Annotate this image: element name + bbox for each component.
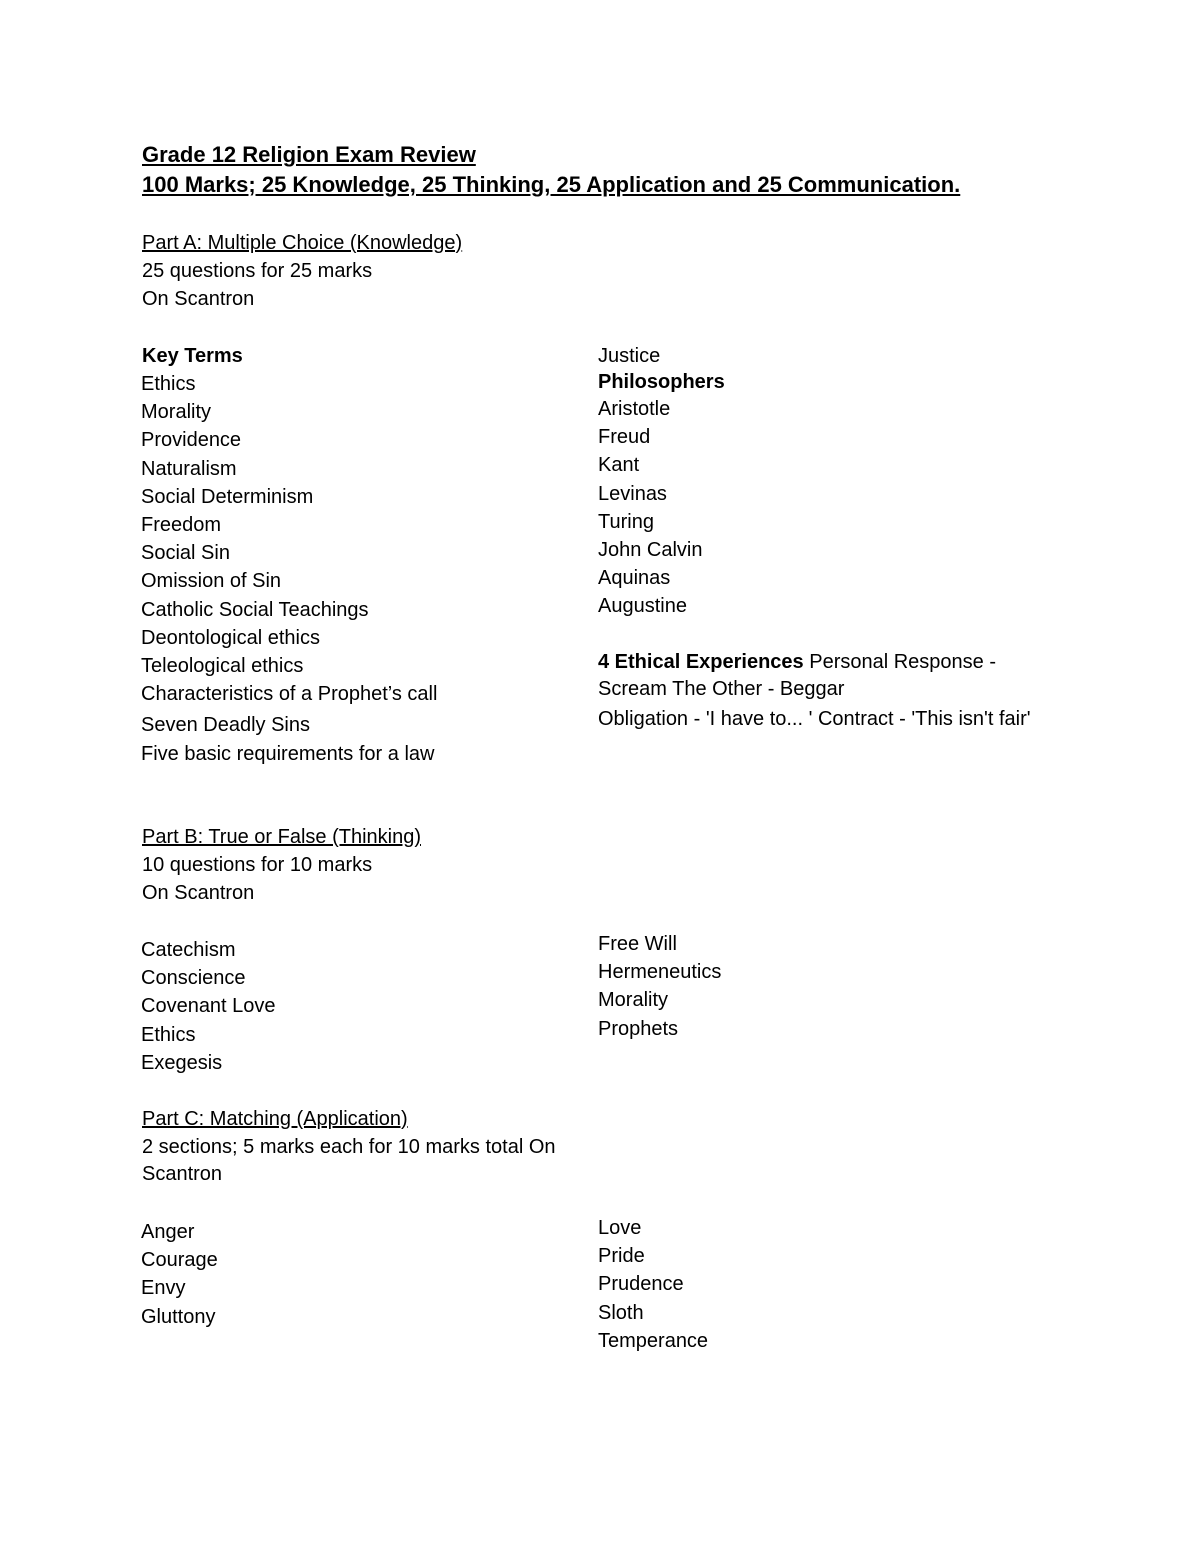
key-terms-heading: Key Terms: [142, 345, 243, 367]
part-b-right-terms: [598, 930, 721, 1043]
part-b-left-terms: [141, 936, 276, 1077]
key-term: Characteristics of a Prophet’s call: [141, 683, 438, 706]
term: Envy: [141, 1277, 186, 1300]
term: Prudence: [598, 1273, 684, 1296]
justice-term: Justice: [598, 345, 661, 367]
term: Pride: [598, 1245, 645, 1268]
philosopher: Augustine: [598, 595, 687, 618]
philosopher: Levinas: [598, 482, 667, 505]
term: Anger: [141, 1221, 195, 1243]
philosopher: Freud: [598, 426, 651, 449]
term: Gluttony: [141, 1305, 216, 1328]
term: Sloth: [598, 1301, 644, 1324]
marks-summary: 100 Marks; 25 Knowledge, 25 Thinking, 25 Application and 25 Communication.: [142, 172, 961, 197]
ethical-experiences-line: [598, 648, 996, 676]
part-a-format: On Scantron: [142, 288, 255, 310]
key-term: Teleological ethics: [141, 655, 304, 678]
key-term: Ethics: [141, 373, 196, 395]
document-title: Grade 12 Religion Exam Review: [142, 142, 476, 167]
philosopher: Aquinas: [598, 567, 671, 590]
philosopher: John Calvin: [598, 539, 703, 562]
term: Courage: [141, 1249, 218, 1272]
term: Conscience: [141, 967, 246, 990]
philosopher: Aristotle: [598, 398, 671, 420]
ethical-experience-text: Personal Response -: [803, 651, 996, 673]
ethical-experience-text: Scream The Other - Beggar: [598, 678, 845, 700]
term: Catechism: [141, 939, 236, 961]
term: Morality: [598, 989, 669, 1012]
key-term: Naturalism: [141, 457, 237, 480]
term: Love: [598, 1217, 642, 1239]
key-term: Providence: [141, 429, 242, 452]
part-b-format: On Scantron: [142, 882, 255, 904]
term: Hermeneutics: [598, 961, 722, 984]
philosophers-list: [598, 395, 703, 621]
key-term: Freedom: [141, 514, 222, 537]
key-term: Deontological ethics: [141, 626, 320, 649]
term: Prophets: [598, 1017, 679, 1040]
part-c-description: 2 sections; 5 marks each for 10 marks total On: [142, 1136, 556, 1158]
key-term: Catholic Social Teachings: [141, 598, 369, 621]
part-c-left-terms: [141, 1218, 218, 1331]
key-term: Omission of Sin: [141, 570, 282, 593]
part-b-question-count: 10 questions for 10 marks: [142, 854, 373, 876]
part-c-format: Scantron: [142, 1163, 223, 1185]
philosopher: Turing: [598, 510, 654, 533]
ethical-experience-text: Obligation - 'I have to... ' Contract - 'This isn't fair': [598, 708, 1031, 730]
part-b-heading: Part B: True or False (Thinking): [142, 826, 421, 848]
key-term: Morality: [141, 401, 212, 424]
term: Covenant Love: [141, 995, 276, 1018]
part-a-question-count: 25 questions for 25 marks: [142, 260, 373, 282]
part-c-heading: Part C: Matching (Application): [142, 1108, 408, 1130]
key-term: Five basic requirements for a law: [141, 742, 435, 765]
part-c-right-terms: [598, 1214, 708, 1355]
key-term: Seven Deadly Sins: [141, 714, 310, 737]
key-term: Social Sin: [141, 542, 230, 565]
part-a-heading: Part A: Multiple Choice (Knowledge): [142, 232, 463, 254]
term: Free Will: [598, 933, 677, 955]
term: Exegesis: [141, 1051, 223, 1074]
key-terms-list: [141, 370, 437, 768]
philosophers-heading: Philosophers: [598, 371, 725, 393]
ethical-experiences-heading: 4 Ethical Experiences: [598, 651, 804, 673]
key-term: Social Determinism: [141, 485, 314, 508]
philosopher: Kant: [598, 454, 640, 477]
term: Temperance: [598, 1329, 709, 1352]
term: Ethics: [141, 1023, 196, 1046]
